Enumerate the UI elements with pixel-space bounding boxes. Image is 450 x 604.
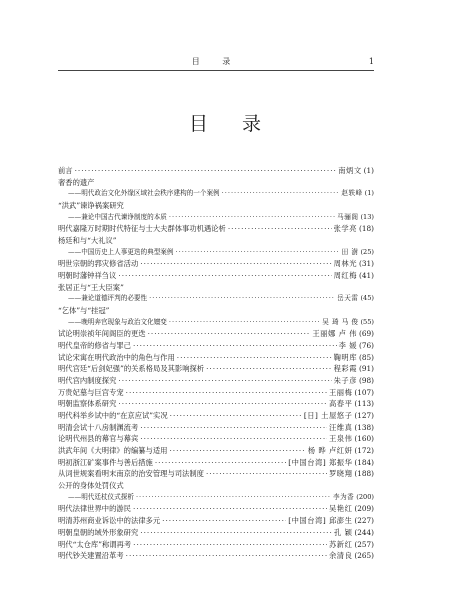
toc-entry-author: [日] 土屋悠子	[303, 411, 353, 421]
toc-entry	[58, 363, 374, 375]
dot-leader	[162, 515, 286, 527]
toc-entry-author: 杨 晔 卢红妍	[307, 446, 353, 456]
dot-leader	[148, 328, 311, 340]
toc-subtitle-row	[58, 247, 374, 259]
table-of-contents	[58, 165, 374, 562]
toc-entry-author: 朱子彦	[333, 376, 358, 386]
toc-entry-page: (18)	[359, 224, 374, 234]
toc-entry-title: 明代“太仓库”称谓再考	[58, 539, 132, 549]
toc-entry-author: 张学亮	[333, 224, 358, 234]
toc-entry	[58, 480, 374, 492]
toc-entry	[58, 340, 374, 352]
toc-entry	[58, 503, 374, 515]
toc-entry-title: “乞体”与“挂冠”	[58, 306, 110, 316]
toc-entry-author: 李为香	[332, 492, 355, 501]
toc-entry-title: 明世宗朝的郛灾修省活动	[58, 259, 139, 269]
dot-leader	[176, 247, 340, 259]
toc-entry-page: (265)	[354, 551, 374, 561]
toc-entry	[58, 235, 374, 247]
toc-entry	[58, 200, 374, 212]
dot-leader	[228, 223, 332, 235]
toc-entry-title: ——明代政治文化外缘区域社会秩序建构的一个案例	[68, 189, 220, 198]
page-number: 1	[368, 57, 374, 66]
toc-entry	[58, 258, 374, 270]
toc-entry-page: (13)	[360, 212, 374, 221]
dot-leader	[136, 492, 331, 504]
toc-entry	[58, 165, 374, 177]
dot-leader	[222, 188, 340, 200]
toc-entry-author: 王泉伟	[328, 434, 353, 444]
toc-entry	[58, 270, 374, 282]
toc-subtitle-row	[58, 188, 374, 200]
toc-entry-author: 汪维真	[328, 422, 353, 432]
toc-entry-title: ——明代廷杖仪式探析	[68, 492, 134, 501]
toc-entry-author: 王丽娜 卢 伟	[312, 329, 358, 339]
toc-entry-title: 明清会试十八房制渊流考	[58, 422, 139, 432]
toc-entry	[58, 422, 374, 434]
toc-entry-author: 马骊阁	[337, 212, 359, 221]
page-title: 目 录	[188, 113, 276, 135]
toc-entry-page: (1)	[364, 189, 374, 198]
toc-entry-title: 明代法律世界中的游民	[58, 504, 131, 514]
dot-leader	[126, 387, 327, 399]
toc-entry-page: (76)	[359, 341, 374, 351]
toc-entry	[58, 550, 374, 562]
toc-entry-author: 孔 颖	[333, 527, 353, 537]
toc-entry-title: 前言	[58, 166, 73, 175]
dot-leader	[118, 398, 327, 410]
toc-entry-title: 明代钞关建置沿革考	[58, 551, 124, 561]
toc-subtitle-row	[58, 293, 374, 305]
dot-leader	[169, 317, 320, 329]
toc-entry	[58, 177, 374, 189]
running-header-title: 目 录	[191, 57, 241, 66]
toc-entry-title: ——兼论中国古代谏诤制度的本质	[68, 212, 167, 221]
toc-entry-author: 余清良	[328, 551, 353, 561]
dot-leader	[133, 340, 337, 352]
toc-entry-page: (31)	[359, 259, 374, 269]
toc-entry	[58, 375, 374, 387]
toc-entry-title: 试论宋寓在明代政治中的角色与作用	[58, 352, 175, 362]
toc-entry-page: (69)	[359, 329, 374, 339]
toc-entry-author: 田 澍	[341, 247, 359, 256]
toc-entry-author: [中国台湾] 郑振华	[288, 457, 353, 467]
toc-subtitle-row	[58, 212, 374, 224]
toc-entry	[58, 328, 374, 340]
toc-entry-author: 周红梅	[333, 271, 358, 281]
dot-leader	[118, 375, 331, 387]
dot-leader	[169, 445, 305, 457]
toc-entry	[58, 433, 374, 445]
toc-entry-author: 王丽梅	[328, 387, 353, 397]
dot-leader	[155, 457, 286, 469]
toc-entry-title: 杨廷和与“大礼议”	[58, 236, 117, 246]
dot-leader	[133, 503, 327, 515]
toc-entry-title: “洪武”谏诤祸案研究	[58, 201, 124, 211]
toc-entry-title: 万贵妃墓与巨宫专宠	[58, 387, 124, 397]
toc-subtitle-row	[58, 317, 374, 329]
toc-entry-author: 李 媛	[338, 341, 358, 351]
toc-entry	[58, 527, 374, 539]
dot-leader	[140, 527, 332, 539]
toc-entry	[58, 398, 374, 410]
toc-entry-title: 明朝时藩钟祥刍议	[58, 271, 117, 281]
toc-entry	[58, 305, 374, 317]
dot-leader	[169, 212, 335, 224]
toc-entry-page: (91)	[359, 364, 374, 374]
dot-leader	[177, 352, 332, 364]
dot-leader	[206, 468, 327, 480]
toc-entry-title: 明朝皇朝的域外形象研究	[58, 527, 139, 537]
dot-leader	[170, 410, 302, 422]
toc-entry-title: 明代皇帝的修省与罪己	[58, 341, 131, 351]
toc-entry	[58, 223, 374, 235]
toc-entry-author: 吴艳红	[328, 504, 353, 514]
toc-entry-page: (25)	[360, 247, 374, 256]
toc-entry	[58, 457, 374, 469]
toc-entry-author: 岳天雷	[337, 294, 359, 303]
toc-entry-title: 奢香的遗产	[58, 177, 95, 187]
toc-entry-title: ——晚明奔官现象与政治文化嬗变	[68, 317, 167, 326]
toc-entry-title: 明清苏州商业诉讼中的法律多元	[58, 516, 161, 526]
toc-entry-title: ——中国历史上人事更迭的典型案例	[68, 247, 174, 256]
toc-entry-author: 周林光	[333, 259, 358, 269]
dot-leader	[75, 165, 337, 177]
toc-entry-author: 鞠明库	[333, 352, 358, 362]
toc-entry-page: (98)	[359, 376, 374, 386]
toc-entry-title: 公开的身体处罚仪式	[58, 481, 124, 491]
toc-entry-page: (160)	[354, 434, 374, 444]
toc-entry	[58, 468, 374, 480]
toc-entry-page: (113)	[354, 399, 374, 409]
toc-entry-title: 明初浙江矿案事件与善后措施	[58, 457, 153, 467]
running-header	[58, 56, 374, 68]
dot-leader	[140, 433, 327, 445]
toc-entry-page: (85)	[359, 352, 374, 362]
dot-leader	[126, 550, 327, 562]
dot-leader	[118, 270, 331, 282]
toc-entry-page: (209)	[354, 504, 374, 514]
toc-entry-title: 明代嘉隆万时期时代特征与士大夫群体事功机遇论析	[58, 224, 226, 234]
toc-entry-page: (227)	[354, 516, 374, 526]
toc-entry-page: (41)	[359, 271, 374, 281]
dot-leader	[206, 363, 332, 375]
toc-entry-author: [中国台湾] 邱澎生	[288, 516, 353, 526]
toc-entry-title: 洪武年间《大明律》的编纂与适用	[58, 446, 168, 456]
toc-entry-title: 明代科举乡试中的“在京应试”实况	[58, 411, 168, 421]
toc-entry	[58, 515, 374, 527]
dot-leader	[149, 293, 335, 305]
toc-entry	[58, 387, 374, 399]
toc-entry-page: (188)	[354, 469, 374, 479]
toc-entry-page: (200)	[356, 492, 374, 501]
toc-entry-author: 程彩霞	[333, 364, 358, 374]
toc-entry-page: (107)	[354, 387, 374, 397]
toc-entry-page: (244)	[354, 527, 374, 537]
dot-leader	[140, 422, 327, 434]
toc-entry-page: (184)	[354, 457, 374, 467]
toc-entry	[58, 539, 374, 551]
toc-entry-page: (1)	[363, 166, 374, 175]
toc-entry	[58, 352, 374, 364]
toc-entry-page: (127)	[354, 411, 374, 421]
toc-entry-page: (138)	[354, 422, 374, 432]
toc-entry-page: (257)	[354, 539, 374, 549]
toc-entry	[58, 445, 374, 457]
toc-entry-author: 吴 琦 马 俊	[322, 317, 359, 326]
toc-entry-title: ——兼论道德评判的必要性	[68, 294, 148, 303]
toc-entry-title: 明朝监察体系研究	[58, 399, 117, 409]
toc-entry-title: 论明代州县的幕官与幕宾	[58, 434, 139, 444]
toc-entry	[58, 410, 374, 422]
toc-subtitle-row	[58, 492, 374, 504]
toc-entry-author: 高春平	[328, 399, 353, 409]
toc-entry-page: (55)	[360, 317, 374, 326]
header-rule	[58, 70, 374, 71]
toc-entry-author: 南炳文	[338, 166, 362, 175]
toc-entry-author: 苏新红	[328, 539, 353, 549]
dot-leader	[140, 258, 331, 270]
toc-entry	[58, 282, 374, 294]
toc-entry-author: 赵轶峰	[341, 189, 363, 198]
toc-entry-title: 张居正与“王大臣案”	[58, 282, 124, 292]
toc-entry-title: 明代宫内制度探究	[58, 376, 117, 386]
toc-entry-title: 从词世规案看明末南京的治安管理与司法制度	[58, 469, 204, 479]
dot-leader	[133, 539, 327, 551]
toc-entry-author: 罗晓翔	[328, 469, 353, 479]
toc-entry-title: 明代宫廷“后剑妃强”的关系格局及其影响探析	[58, 364, 205, 374]
toc-entry-page: (45)	[360, 294, 374, 303]
toc-entry-title: 试论明崇祯年间阁臣的更迭	[58, 329, 146, 339]
toc-entry-page: (172)	[354, 446, 374, 456]
